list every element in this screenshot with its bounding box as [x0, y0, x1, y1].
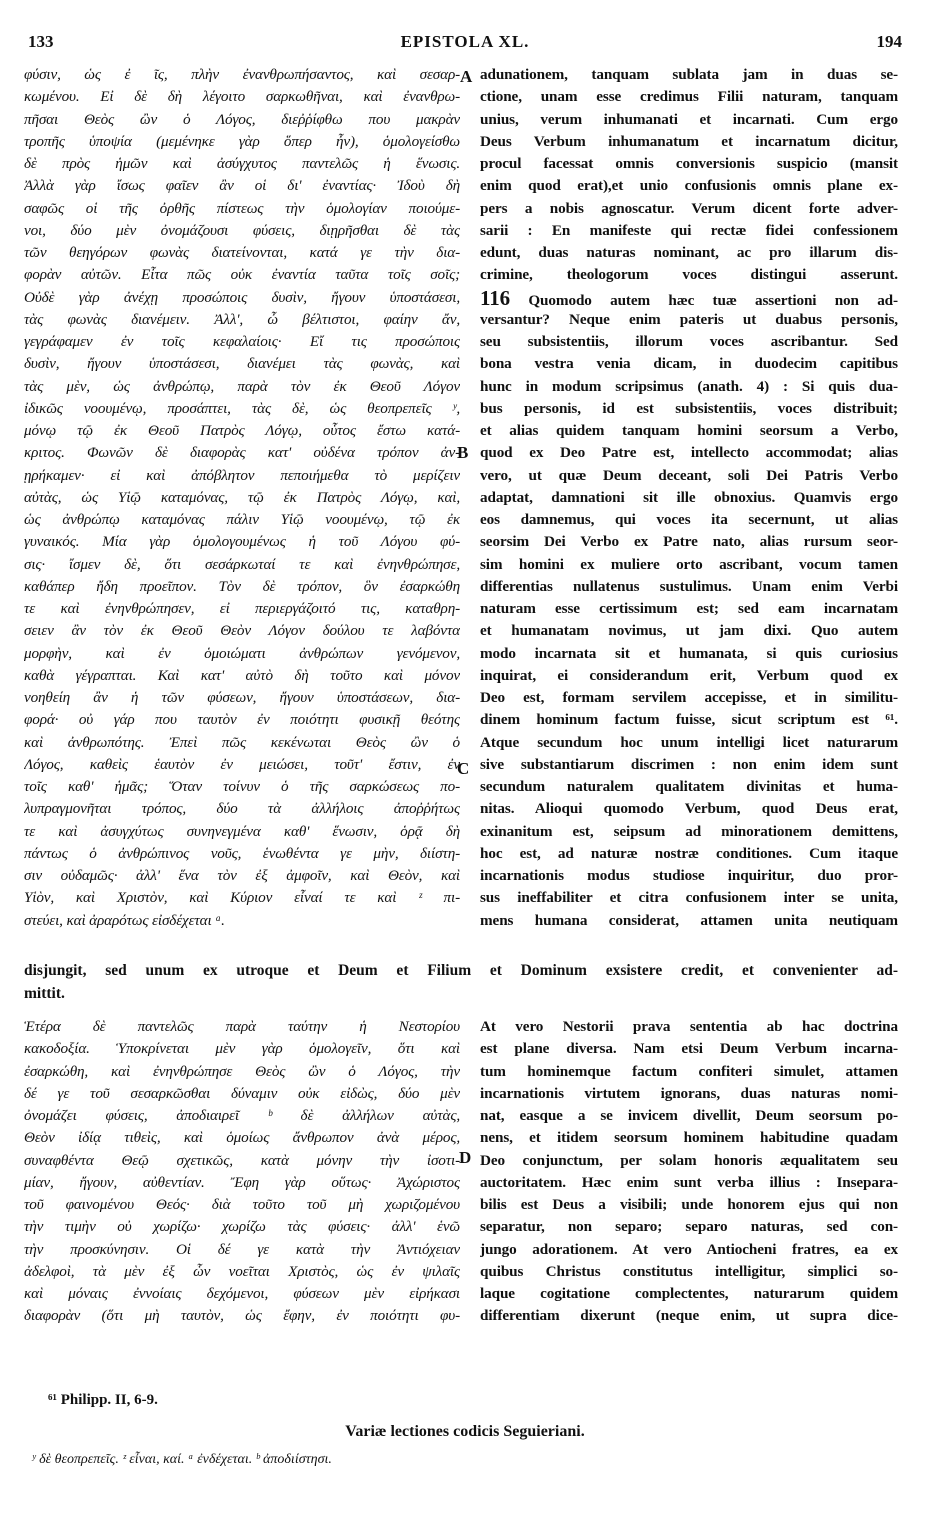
text-line: τοῦ φαινομένου Θεός· διὰ τοῦτο τοῦ μὴ χωριζομένου: [24, 1196, 460, 1213]
text-line: τοῖς καθ' ἡμᾶς; Ὅταν τοίνυν ὁ τῆς σαρκώσεως πο-: [24, 778, 460, 795]
text-line: μόνῳ τῷ ἐκ Θεοῦ Πατρὸς Λόγῳ, οὗτος ἔστω κατά-: [24, 422, 460, 439]
text-line: ἰδικῶς νοουμένῳ, προσάπτει, τὰς δὲ, ὡς θεοπρεπεῖς ʸ,: [24, 399, 460, 417]
text-line: quibus Christus constitutus intelligitur, simplici so-: [480, 1262, 898, 1280]
text-line: seu subsistentiis, illorum voces ascribantur. Sed: [480, 333, 898, 350]
text-line: ὡς ἀνθρώπῳ καταμόνας πάλιν Υἱῷ νοουμένῳ, τῷ ἐκ: [24, 511, 460, 528]
text-line: edunt, duas naturas nominant, ac pro illarum dis-: [480, 244, 898, 261]
footnote: ⁶¹ Philipp. II, 6-9.: [48, 1392, 158, 1408]
text-line: φορὰν αὐτῶν. Εἶτα πῶς οὐκ ἐναντία ταῦτα τοῖς σοῖς;: [24, 266, 460, 284]
text-line: sarii : En manifeste qui rectæ fidei confessionem: [480, 221, 898, 239]
text-line: γεγράφαμεν ἐν τοῖς κεφαλαίοις· Εἴ τις προσώποις: [24, 333, 460, 350]
text-line: Deo est, formam servilem accepisse, et in similitu-: [480, 689, 898, 706]
text-line: et alias quidem tanquam homini seorsum a Verbo,: [480, 422, 898, 439]
text-line: seorsim Dei Verbo ex Patre nato, alias rursum seor-: [480, 533, 898, 551]
latin-column-top: [480, 64, 898, 932]
text-line: sive substantiarum discrimen : non enim idem sunt: [480, 755, 898, 773]
text-line: nens, et itidem seorsum hominem habitudine quadam: [480, 1129, 898, 1147]
spanning-line: disjungit, sed unum ex utroque et Deum et Filium et Dominum exsistere credit, et convenienter ad-: [24, 962, 898, 979]
text-line: laque cogitatione complectentes, naturarum quidem: [480, 1285, 898, 1302]
text-line: μορφὴν, καὶ ἐν ὁμοιώματι ἀνθρώπων γενόμενον,: [24, 644, 460, 662]
text-line: σις· ἴσμεν δὲ, ὅτι σεσάρκωταί τε καὶ ἐνηνθρώπησε,: [24, 555, 460, 573]
text-line: bilis est Deus a visibili; unde honorem ejus qui non: [480, 1196, 898, 1213]
text-line: τὴν προσκύνησιν. Οἱ δέ γε κατὰ τὴν Ἀντιόχειαν: [24, 1240, 460, 1258]
text-line: πῆσαι Θεὸς ὢν ὁ Λόγος, διεῤῥίφθω που μακρὰν: [24, 110, 460, 128]
text-line: bona vestra venia dicam, in duodecim capitibus: [480, 355, 898, 373]
text-line: Atque secundum hoc unum intelligi licet naturarum: [480, 733, 898, 751]
text-line: καὶ μόναις ἐννοίαις δεχόμενοι, φύσεων μὲν εἰρήκασι: [24, 1285, 460, 1302]
text-line: incarnationis modus studiose inquiritur, duo pror-: [480, 867, 898, 884]
text-line: κριτος. Φωνῶν δὲ διαφορὰς κατ' οὐδένα τρόπον ἀν-: [24, 444, 460, 462]
text-line: ctione, unam esse credimus Filii naturam, tanquam: [480, 88, 898, 106]
paragraph-116-line: [480, 287, 898, 309]
text-line: incarnationis virtutem ignorans, duas naturas nomi-: [480, 1084, 898, 1102]
text-line: nat, easque a se invicem divellit, Deum seorsum po-: [480, 1107, 898, 1124]
text-line: νοι, δύο μὲν ὀνομάζουσι φύσεις, διῃρῆσθαι δὲ τὰς: [24, 221, 460, 239]
margin-letter-a: A: [460, 67, 473, 86]
text-line: unius, verum inhumanati et incarnati. Cum ergo: [480, 110, 898, 128]
text-line: differentiam dixerunt (neque enim, ut supra dice-: [480, 1307, 898, 1325]
text-line: κακοδοξία. Ὑποκρίνεται μὲν γὰρ ὁμολογεῖν, ὅτι καὶ: [24, 1040, 460, 1058]
text-line: αὐτὰς, ὡς Υἱῷ καταμόνας, τῷ ἐκ Πατρὸς Λόγῳ, καὶ,: [24, 488, 460, 506]
text-line: separatur, non separo; separo naturas, sed con-: [480, 1218, 898, 1236]
text-line: δὲ πρὸς ἡμῶν καὶ ἀσύγχυτος παντελῶς ἡ ἕνωσις.: [24, 155, 460, 172]
text-line: σαφῶς οἱ τῆς ὀρθῆς πίστεως τὴν ὁμολογίαν ποιούμε-: [24, 199, 460, 217]
text-line: Υἱὸν, καὶ Χριστὸν, καὶ Κύριον εἶναί τε καὶ ᶻ πι-: [24, 889, 460, 907]
running-title: EPISTOLA XL.: [400, 32, 530, 51]
text-line: τὴν τιμὴν οὐ χωρίζω· χωρίζω τὰς φύσεις· ἀλλ' ἑνῶ: [24, 1218, 460, 1236]
text-line: δυσὶν, ἤγουν ὑποστάσεσι, διανέμει τὰς φωνὰς, καὶ: [24, 355, 460, 373]
text-line: mens humana considerat, attamen unita neutiquam: [480, 911, 898, 929]
text-line: τροπῆς ὑποψία (μεμένηκε γὰρ ὅπερ ἦν), ὁμολογείσθω: [24, 132, 460, 150]
text-line: καὶ ἀνθρωπότης. Ἐπεὶ πῶς κεκένωται Θεὸς ὢν ὁ: [24, 733, 460, 751]
text-line: σειεν ἂν τὸν ἐκ Θεοῦ Θεὸν Λόγον δούλου τε λαβόντα: [24, 622, 460, 640]
page-number-right: 194: [876, 32, 902, 51]
paragraph-116-text: Quomodo autem hæc tuæ assertioni non ad-: [510, 291, 898, 309]
variae-lectiones-heading: Variæ lectiones codicis Seguieriani.: [345, 1423, 585, 1440]
text-line: procul facessat omnis conversionis suspicio (mansit: [480, 155, 898, 172]
margin-letter-d: D: [459, 1148, 472, 1167]
text-line: adaptat, damnationi sit ille obnoxius. Quamvis ergo: [480, 488, 898, 506]
text-line: λυπραγμονῆται τρόπος, δύο τὰ ἀλλήλοις ἀποῤῥήτως: [24, 800, 460, 818]
text-line: differentias nullatenus sustulimus. Unam enim Verbi: [480, 577, 898, 595]
text-line: sus ineffabiliter et citra confusionem inter se unita,: [480, 889, 898, 907]
text-line: Deo conjunctum, per solam honoris æqualitatem seu: [480, 1151, 898, 1169]
text-line: ἐσαρκώθη, καὶ ἐνηνθρώπησε Θεὸς ὢν ὁ Λόγος, τὴν: [24, 1062, 460, 1080]
text-line: σιν οὐδαμῶς· ἀλλ' ἕνα τὸν ἐξ ἀμφοῖν, καὶ Θεὸν, καὶ: [24, 867, 460, 884]
text-line: Ἀλλὰ γὰρ ἴσως φαῖεν ἂν οἱ δι' ἐναντίας· Ἰδοὺ δὴ: [24, 177, 460, 195]
text-line: ῃρήκαμεν· εἰ καὶ ἀπόβλητον πεποιήμεθα τὸ μερίζειν: [24, 466, 460, 484]
text-line: adunationem, tanquam sublata jam in duas se-: [480, 66, 898, 83]
spanning-paragraph-end: [24, 960, 898, 1005]
text-line: naturam esse certissimum est; sed eam incarnatam: [480, 600, 898, 617]
text-line: διαφορὰν (ὅτι μὴ ταυτὸν, ὡς ἔφην, ἐν ποιότητι φυ-: [24, 1307, 460, 1325]
text-line: φορά· οὐ γάρ που ταυτὸν ἐν ποιότητι φυσικῇ θεότης: [24, 711, 460, 729]
text-line: et humanatam novimus, ut jam dixi. Quo autem: [480, 622, 898, 640]
text-line: συναφθέντα Θεῷ σχετικῶς, κατὰ μόνην τὴν ἰσοτι-: [24, 1151, 460, 1169]
margin-letter-c: C: [457, 759, 470, 778]
text-line: μίαν, ἤγουν, αὐθεντίαν. Ἔφη γὰρ οὕτως· Ἀχώριστος: [24, 1173, 460, 1191]
latin-column-bottom: [480, 1016, 898, 1328]
text-line: est plane diversa. Nam etsi Deum Verbum incarna-: [480, 1040, 898, 1058]
text-line: eos damnemus, qui voces ita secernunt, ut alias: [480, 511, 898, 528]
text-line: jungo adorationem. At vero Antiocheni fratres, ea ex: [480, 1240, 898, 1258]
text-line: auctoritatem. Hæc enim sunt verba illius : Insepara-: [480, 1173, 898, 1191]
text-line: τῶν θεηγόρων φωνὰς διατείνονται, κατά γε τὴν δια-: [24, 244, 460, 261]
greek-column-top: [24, 64, 460, 932]
text-line: exinanitum est, seipsum ad minorationem demittens,: [480, 822, 898, 840]
text-line: nitas. Alioqui quomodo Verbum, quod Deus erat,: [480, 800, 898, 818]
running-head: [28, 32, 902, 56]
text-line: τὰς φωνὰς διανέμειν. Ἀλλ', ὦ βέλτιστοι, φαίην ἄν,: [24, 310, 460, 328]
paragraph-number: 116: [480, 285, 511, 310]
text-line: γυναικός. Μία γὰρ ὁμολογουμένως ἡ τοῦ Λόγου φύ-: [24, 533, 460, 551]
text-line: enim quod erat),et unio confusionis omnis plane ex-: [480, 177, 898, 195]
text-line: dinem hominum factum fuisse, sicut scriptum est ⁶¹.: [480, 711, 898, 729]
text-line: Θεὸν ἰδίᾳ τιθεὶς, καὶ ὁμοίως ἄνθρωπον ἀνὰ μέρος,: [24, 1129, 460, 1147]
spanning-line: mittit.: [24, 984, 65, 1002]
text-line: κωμένου. Εἰ δὲ δὴ λέγοιτο σαρκωθῆναι, καὶ ἐνανθρω-: [24, 88, 460, 106]
text-line: sim homini ex muliere orto ascribant, vocum tamen: [480, 555, 898, 573]
text-line: Οὐδὲ γὰρ ἀνέχῃ προσώποις δυσὶν, ἤγουν ὑποστάσεσι,: [24, 288, 460, 306]
text-line: modo incarnata sit et humanata, si quis curiosius: [480, 644, 898, 662]
text-line: καθὰ γέγραπται. Καὶ κατ' αὐτὸ δὴ τοῦτο καὶ μόνον: [24, 666, 460, 684]
text-line: ὀνομάζει φύσεις, ἀποδιαιρεῖ ᵇ δὲ ἀλλήλων αὐτὰς,: [24, 1107, 460, 1124]
text-line: ἀδελφοὶ, τὰ μὲν ἐξ ὧν νοεῖται Χριστὸς, ὡς ἐν ψιλαῖς: [24, 1262, 460, 1280]
text-line: Deus Verbum inhumanatum et incarnatum dicitur,: [480, 132, 898, 150]
text-line: At vero Nestorii prava sententia ab hac doctrina: [480, 1018, 898, 1035]
text-line: bus personis, id est subsistentiis, voces distribuit;: [480, 399, 898, 417]
text-line: vero, ut quæ Deum deceant, soli Dei Patris Verbo: [480, 466, 898, 484]
text-line: τε καὶ ἐνηνθρώπησεν, εἰ περιεργάζοιτό τις, καταθρη-: [24, 600, 460, 617]
text-line: pers a nobis agnoscatur. Verum dicent forte adver-: [480, 199, 898, 217]
text-line: inquirat, ei considerandum erit, Verbum quod ex: [480, 666, 898, 684]
text-line: secundum naturalem qualitatem divinitas et huma-: [480, 778, 898, 795]
text-line: hunc in modum scripsimus (anath. 4) : Si quis dua-: [480, 377, 898, 395]
text-line: versantur? Neque enim pateris ut duabus personis,: [480, 310, 898, 328]
text-line: quod ex Deo Patre est, intellecto accommodat; alias: [480, 444, 898, 462]
text-line: στεύει, καὶ ἀραρότως εἰσδέχεται ᵃ.: [24, 911, 225, 929]
text-line: Ἑτέρα δὲ παντελῶς παρὰ ταύτην ἡ Νεστορίου: [24, 1018, 460, 1035]
variae-lectiones-line: ʸ δὲ θεοπρεπεῖς. ᶻ εἶναι, καί. ᵃ ἐνδέχεται. ᵇ ἀποδιίστησι.: [32, 1452, 332, 1467]
text-line: τε καὶ ἀσυγχύτως συνηνεγμένα καθ' ἕνωσιν, ὁρᾷ δὴ: [24, 822, 460, 840]
text-line: tum hominemque factum confiteri simulet, attamen: [480, 1062, 898, 1080]
text-line: δέ γε τοῦ σεσαρκῶσθαι δύναμιν οὐκ εἰδὼς, δύο μὲν: [24, 1084, 460, 1102]
page-number-left: 133: [28, 32, 54, 51]
text-line: crimine, theologorum voces distingui asserunt.: [480, 266, 898, 284]
text-line: πάντως ὁ ἀνθρώπινος νοῦς, ἑνωθέντα γε μὴν, διίστη-: [24, 844, 460, 862]
text-line: νοηθείη ἂν ἡ τῶν φύσεων, ἤγουν ὑποστάσεων, δια-: [24, 689, 460, 706]
greek-column-bottom: [24, 1016, 460, 1328]
text-line: τὰς μὲν, ὡς ἀνθρώπῳ, παρὰ τὸν ἐκ Θεοῦ Λόγον: [24, 377, 460, 395]
text-line: φύσιν, ὡς ἐ ῖς, πλὴν ἐνανθρωπήσαντος, καὶ σεσαρ-: [24, 66, 460, 83]
margin-letter-b: B: [457, 443, 469, 462]
text-line: καθάπερ ἤδη προεῖπον. Τὸν δὲ τρόπον, ὃν ἐσαρκώθη: [24, 577, 460, 595]
text-line: hoc est, ad naturæ nostræ conditiones. Cum itaque: [480, 844, 898, 862]
text-line: Λόγος, καθεὶς ἑαυτὸν ἐν μειώσει, τοῦτ' ἔστιν, ἐν: [24, 755, 460, 773]
